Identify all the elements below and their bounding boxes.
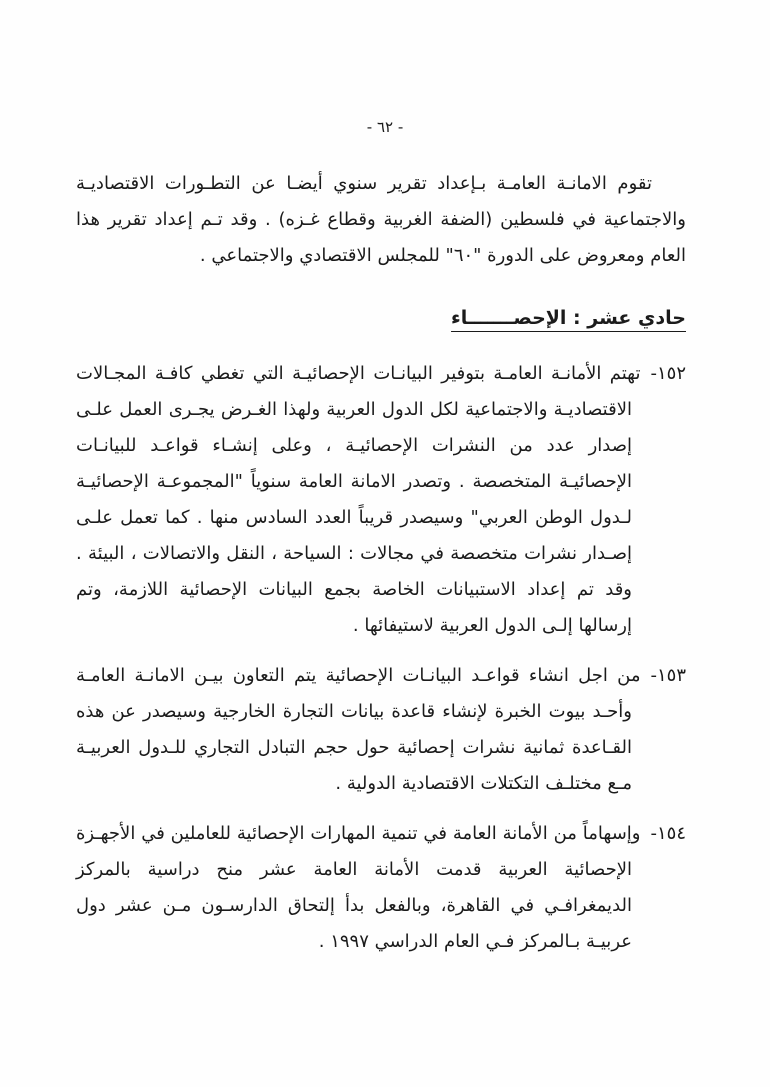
paragraph-154 <box>76 816 686 960</box>
page-number: - ٦٢ - <box>366 118 404 136</box>
section-heading: حادي عشر : الإحصـــــــاء <box>451 307 686 329</box>
paragraph-number: ١٥٣- <box>650 665 686 686</box>
paragraph-text: من اجل انشاء قواعـد البيانـات الإحصائية يتم التعاون بيـن الامانـة العامـة وأحـد بيوت الخبرة لإنشاء قاعدة بيانات التجارة الخارجية وسيصدر عن هذه القـاعدة ثمانية نشرات إحصائية حول حجم التبادل التجاري للـدول العربيـة مـع مختلـف التكتلات الاقتصادية الدولية . <box>76 665 641 794</box>
paragraph-text: تهتم الأمانـة العامـة بتوفير البيانـات الإحصائيـة التي تغطي كافـة المجـالات الاقتصاديـة والاجتماعية لكل الدول العربية ولهذا الغـرض يجـرى العمل علـى إصدار عدد من النشرات الإحصائيـة ، وعلى إنشـاء قواعـد للبيانـات الإحصائيـة المتخصصة . وتصدر الامانة العامة سنوياً "المجموعـة الإحصائيـة لـدول الوطن العربي" وسيصدر قريباً العدد السادس منها . كما تعمل علـى إصـدار نشرات متخصصة في مجالات : السياحة ، النقل والاتصالات ، البيئة . وقد تم إعداد الاستبيانات الخاصة بجمع البيانات الإحصائية اللازمة، وتم إرسالها إلـى الدول العربية لاستيفائها . <box>76 363 641 636</box>
paragraph-number: ١٥٢- <box>650 363 686 384</box>
intro-paragraph: تقوم الامانـة العامـة بـإعداد تقرير سنوي أيضـا عن التطـورات الاقتصاديـة والاجتماعية في فلسطين (الضفة الغربية وقطاع غـزه) . وقد تـم إعداد تقرير هذا العام ومعروض على الدورة "٦٠" للمجلس الاقتصادي والاجتماعي . <box>76 173 686 266</box>
paragraph-153 <box>76 658 686 802</box>
page-content <box>76 166 686 974</box>
paragraph-152 <box>76 356 686 644</box>
paragraph-number: ١٥٤- <box>650 823 686 844</box>
paragraph-text: وإسهاماً من الأمانة العامة في تنمية المهارات الإحصائية للعاملين في الأجهـزة الإحصائية العربية قدمت الأمانة العامة عشر منح دراسية بالمركز الديمغرافـي في القاهرة، وبالفعل بدأ إلتحاق الدارسـون مـن عشر دول عربيـة بـالمركز فـي العام الدراسي ١٩٩٧ . <box>76 823 641 952</box>
